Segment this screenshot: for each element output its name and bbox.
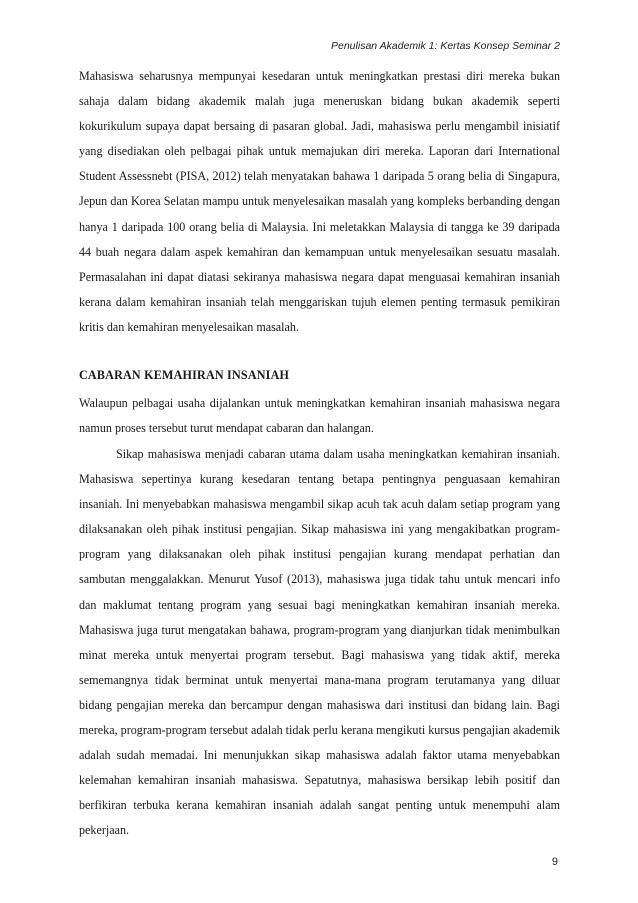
section-heading: CABARAN KEMAHIRAN INSANIAH — [79, 368, 290, 382]
attitude-paragraph-text: Sikap mahasiswa menjadi cabaran utama dalam usaha meningkatkan kemahiran insaniah. Mahasiswa sepertinya kurang kesedaran tentang betapa pentingnya penguasaan kemahiran insaniah. Ini menyebabkan mahasiswa mengambil sikap acuh tak acuh dalam setiap program yang dilaksanakan oleh pihak institusi pengajian. Sikap mahasiswa ini yang mengakibatkan program-program yang dilaksanakan oleh pihak institusi pengajian kurang mendapat perhatian dan sambutan menggalakkan. Menurut Yusof (2013), mahasiswa juga tidak tahu untuk mencari info dan maklumat tentang program yang sesuai bagi meningkatkan kemahiran insaniah mereka. Mahasiswa juga turut mengatakan bahawa, program-program yang dianjurkan tidak menimbulkan minat mereka untuk menyertai program tersebut. Bagi mahasiswa yang tidak aktif, mereka sememangnya tidak berminat untuk menyertai mana-mana program terutamanya yang diluar bidang pengajian mereka dan bercampur dengan mahasiswa dari institusi dan bidang lain. Bagi mereka, program-program tersebut adalah tidak perlu kerana mengikuti kursus pengajian akademik adalah sudah memadai. Ini menunjukkan sikap mahasiswa adalah faktor utama menyebabkan kelemahan kemahiran insaniah mahasiswa. Sepatutnya, mahasiswa bersikap lebih positif dan berfikiran terbuka kerana kemahiran insaniah adalah sangat penting untuk menempuhi alam pekerjaan. — [79, 447, 560, 838]
attitude-paragraph — [79, 442, 560, 844]
running-header: Penulisan Akademik 1: Kertas Konsep Seminar 2 — [331, 40, 560, 52]
intro-paragraph: Mahasiswa seharusnya mempunyai kesedaran untuk meningkatkan prestasi diri mereka bukan sahaja dalam bidang akademik malah juga meneruskan bidang bukan akademik seperti kokurikulum supaya dapat bersaing di pasaran global. Jadi, mahasiswa perlu mengambil inisiatif yang disediakan oleh pelbagai pihak untuk memajukan diri mereka. Laporan dari International Student Assessnebt (PISA, 2012) telah menyatakan bahawa 1 daripada 5 orang belia di Singapura, Jepun dan Korea Selatan mampu untuk menyelesaikan masalah yang kompleks berbanding dengan hanya 1 daripada 100 orang belia di Malaysia. Ini meletakkan Malaysia di tangga ke 39 daripada 44 buah negara dalam aspek kemahiran dan kemampuan untuk menyelesaikan sesuatu masalah. Permasalahan ini dapat diatasi sekiranya mahasiswa negara dapat menguasai kemahiran insaniah kerana dalam kemahiran insaniah telah menggariskan tujuh elemen penting termasuk pemikiran kritis dan kemahiran menyelesaikan masalah. — [79, 69, 560, 334]
challenge-paragraph: Walaupun pelbagai usaha dijalankan untuk meningkatkan kemahiran insaniah mahasiswa negara namun proses tersebut turut mendapat cabaran dan halangan. — [79, 396, 560, 436]
page-number: 9 — [551, 856, 558, 868]
